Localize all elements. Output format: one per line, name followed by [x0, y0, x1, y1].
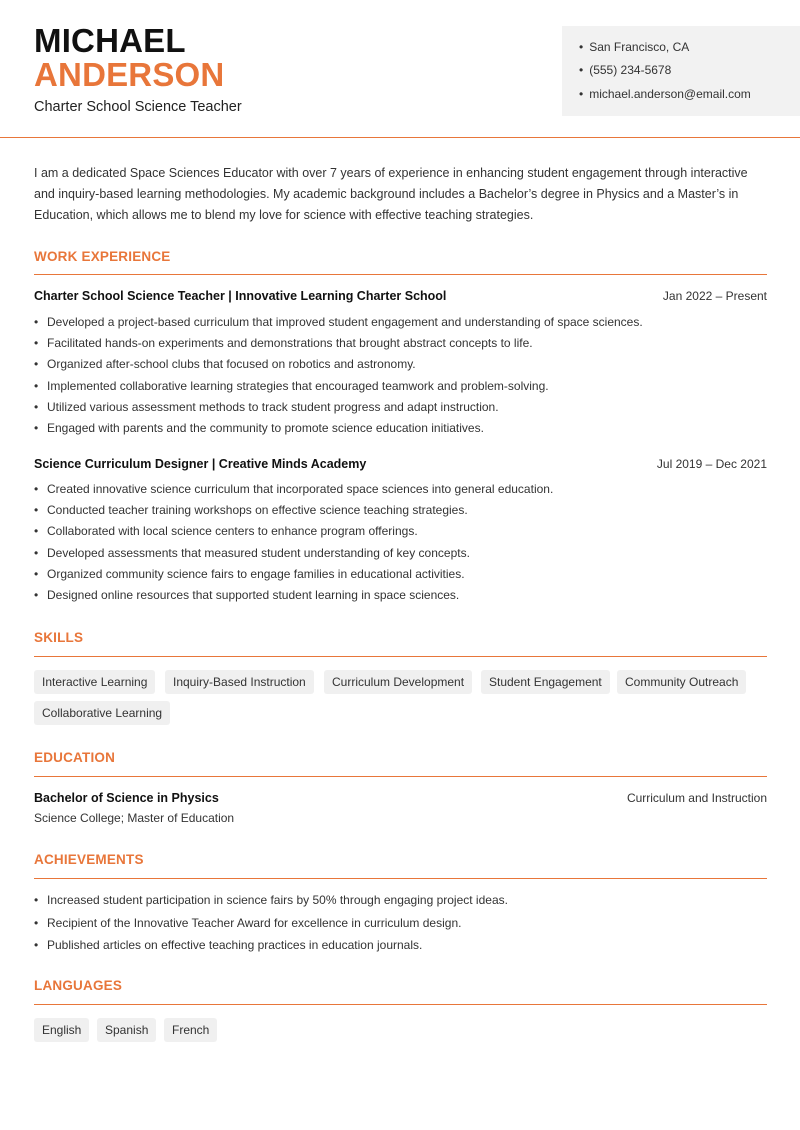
- list-item: • Recipient of the Innovative Teacher Award for excellence in curriculum design.: [34, 912, 774, 935]
- education-field: Curriculum and Instruction: [626, 791, 767, 805]
- job-bullets-1: [34, 312, 774, 439]
- skill-tag: Inquiry-Based Instruction: [165, 670, 314, 694]
- language-tag: Spanish: [97, 1018, 156, 1042]
- contact-phone: • (555) 234-5678: [579, 63, 671, 77]
- list-item: • Increased student participation in science fairs by 50% through engaging project ideas.: [34, 889, 774, 912]
- section-title-skills: SKILLS: [34, 630, 84, 645]
- education-school: Science College; Master of Education: [34, 811, 235, 825]
- list-item: • Published articles on effective teaching practices in education journals.: [34, 934, 774, 957]
- list-item: • Designed online resources that supported student learning in space sciences.: [34, 585, 774, 606]
- list-item: • Collaborated with local science centers to enhance program offerings.: [34, 521, 774, 542]
- education-degree: Bachelor of Science in Physics: [34, 791, 219, 805]
- list-item: • Engaged with parents and the community to promote science education initiatives.: [34, 418, 774, 439]
- job-title-1: Charter School Science Teacher | Innovative Learning Charter School: [34, 289, 447, 303]
- divider: [34, 776, 767, 777]
- contact-email[interactable]: • michael.anderson@email.com: [579, 87, 751, 101]
- job-title-2: Science Curriculum Designer | Creative Minds Academy: [34, 457, 367, 471]
- contact-location: • San Francisco, CA: [579, 40, 689, 54]
- summary-text: I am a dedicated Space Sciences Educator with over 7 years of experience in enhancing student engagement through interactive and inquiry-based learning methodologies. My academic background includes a Bachelor’s degree in Physics and a Master’s in Education, which allows me to blend my love for science with effective teaching strategies.: [34, 166, 748, 222]
- list-item: • Implemented collaborative learning strategies that encouraged teamwork and problem-solving.: [34, 376, 774, 397]
- job-dates-2: Jul 2019 – Dec 2021: [656, 457, 767, 471]
- list-item: • Developed a project-based curriculum that improved student engagement and understanding of space sciences.: [34, 312, 774, 333]
- job-title: Charter School Science Teacher: [34, 99, 242, 115]
- skill-tag: Interactive Learning: [34, 670, 155, 694]
- divider: [34, 656, 767, 657]
- divider: [34, 1004, 767, 1005]
- language-tag: French: [164, 1018, 217, 1042]
- skill-tag: Curriculum Development: [324, 670, 472, 694]
- skill-tag: Student Engagement: [481, 670, 610, 694]
- skill-tag: Collaborative Learning: [34, 701, 170, 725]
- skill-tag: Community Outreach: [617, 670, 746, 694]
- list-item: • Facilitated hands-on experiments and demonstrations that brought abstract concepts to life.: [34, 333, 774, 354]
- list-item: • Organized community science fairs to engage families in educational activities.: [34, 564, 774, 585]
- first-name: MICHAEL: [34, 22, 186, 59]
- section-title-achievements: ACHIEVEMENTS: [34, 852, 144, 867]
- list-item: • Utilized various assessment methods to track student progress and adapt instruction.: [34, 397, 774, 418]
- section-title-work: WORK EXPERIENCE: [34, 249, 171, 264]
- resume-header: [0, 0, 800, 138]
- job-dates-1: Jan 2022 – Present: [662, 289, 767, 303]
- section-title-languages: LANGUAGES: [34, 978, 123, 993]
- list-item: • Organized after-school clubs that focused on robotics and astronomy.: [34, 354, 774, 375]
- divider: [34, 878, 767, 879]
- achievements-list: [34, 889, 774, 957]
- list-item: • Created innovative science curriculum that incorporated space sciences into general education.: [34, 479, 774, 500]
- list-item: • Conducted teacher training workshops on effective science teaching strategies.: [34, 500, 774, 521]
- list-item: • Developed assessments that measured student understanding of key concepts.: [34, 543, 774, 564]
- contact-box: [562, 26, 800, 116]
- language-tag: English: [34, 1018, 89, 1042]
- section-title-education: EDUCATION: [34, 750, 116, 765]
- last-name: ANDERSON: [34, 56, 225, 93]
- job-bullets-2: [34, 479, 774, 606]
- divider: [34, 274, 767, 275]
